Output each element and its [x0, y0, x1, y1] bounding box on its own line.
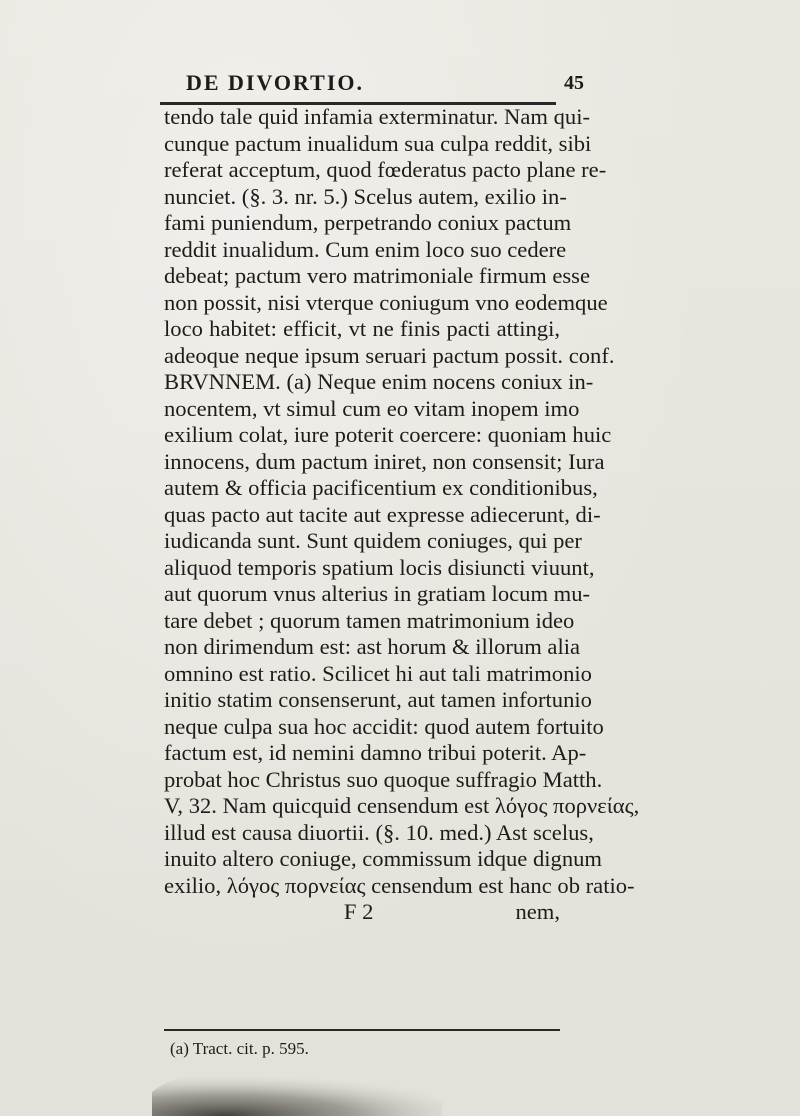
text-line-7: debeat; pactum vero matrimoniale firmum esse — [164, 263, 590, 288]
text-line-26: probat hoc Christus suo quoque suffragio Matth. — [164, 766, 603, 792]
text-line-1: tendo tale quid infamia exterminatur. Nam qui- — [164, 104, 591, 129]
text-line-12: nocentem, vt simul cum eo vitam inopem imo — [164, 395, 580, 421]
catchword: nem, — [515, 899, 560, 924]
page-header — [160, 70, 584, 100]
text-line-10: adeoque neque ipsum seruari pactum possit. conf. — [164, 342, 615, 368]
text-line-14: innocens, dum pactum iniret, non consensit; Iura — [164, 448, 605, 474]
text-line-25: factum est, id nemini damno tribui poterit. Ap- — [164, 740, 587, 765]
text-line-6: reddit inualidum. Cum enim loco suo cedere — [164, 236, 567, 262]
text-line-13: exilium colat, iure poterit coercere: quoniam huic — [164, 422, 612, 447]
text-line-3: referat acceptum, quod fœderatus pacto plane re- — [164, 157, 607, 182]
signature-and-catchword-line — [164, 899, 560, 926]
text-line-30: exilio, λόγος πορνείας censendum est hanc ob ratio- — [164, 872, 635, 898]
text-line-17: iudicanda sunt. Sunt quidem coniuges, qui per — [164, 528, 582, 553]
text-line-24: neque culpa sua hoc accidit: quod autem fortuito — [164, 713, 604, 739]
text-line-4: nunciet. (§. 3. nr. 5.) Scelus autem, exilio in- — [164, 183, 567, 209]
show-through-shadow — [152, 1062, 442, 1116]
signature-mark: F 2 — [343, 899, 374, 924]
text-line-2: cunque pactum inualidum sua culpa reddit, sibi — [164, 130, 592, 156]
text-line-15: autem & officia pacificentium ex conditionibus, — [164, 475, 598, 500]
body-text — [164, 104, 640, 926]
footnote: (a) Tract. cit. p. 595. — [170, 1039, 309, 1058]
text-line-23: initio statim consenserunt, aut tamen infortunio — [164, 687, 592, 712]
page-number: 45 — [564, 72, 584, 94]
text-line-21: non dirimendum est: ast horum & illorum alia — [164, 634, 581, 659]
text-line-29: inuito altero coniuge, commissum idque dignum — [164, 846, 603, 871]
running-title: DE DIVORTIO. — [185, 70, 365, 95]
text-line-16: quas pacto aut tacite aut expresse adiecerunt, di- — [164, 501, 601, 527]
text-line-22: omnino est ratio. Scilicet hi aut tali matrimonio — [164, 660, 592, 686]
text-line-18: aliquod temporis spatium locis disiuncti viuunt, — [164, 554, 595, 580]
text-line-5: fami puniendum, perpetrando coniux pactum — [164, 210, 572, 235]
text-line-11: BRVNNEM. (a) Neque enim nocens coniux in- — [164, 369, 594, 394]
text-line-20: tare debet ; quorum tamen matrimonium ideo — [164, 607, 575, 633]
text-line-9: loco habitet: efficit, vt ne finis pacti attingi, — [164, 316, 560, 341]
text-line-8: non possit, nisi vterque coniugum vno eodemque — [164, 289, 608, 315]
footnote-rule — [164, 1029, 560, 1031]
text-line-28: illud est causa diuortii. (§. 10. med.) Ast scelus, — [164, 819, 594, 845]
text-line-19: aut quorum vnus alterius in gratiam locum mu- — [164, 581, 591, 606]
text-line-27: V, 32. Nam quicquid censendum est λόγος πορνείας, — [164, 793, 640, 818]
